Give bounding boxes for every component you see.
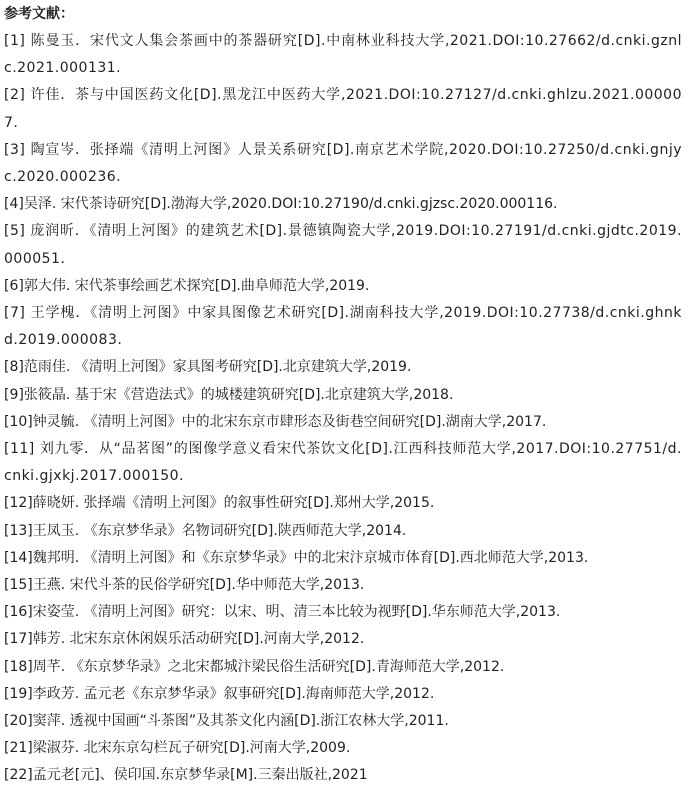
reference-item: [11] 刘九零．从“品茗图”的图像学意义看宋代茶饮文化[D].江西科技师范大学,2017.DOI:10.27751/d.cnki.gjxkj.2017.000150. <box>4 441 682 485</box>
reference-item: [8]范雨佳. 《清明上河图》家具图考研究[D].北京建筑大学,2019. <box>4 359 412 376</box>
reference-item: [13]王凤玉. 《东京梦华录》名物词研究[D].陕西师范大学,2014. <box>4 522 407 539</box>
reference-item: [18]周芊. 《东京梦华录》之北宋都城汴梁民俗生活研究[D].青海师范大学,2012. <box>4 658 505 675</box>
reference-item: [3] 陶宣岑．张择端《清明上河图》人景关系研究[D].南京艺术学院,2020.DOI:10.27250/d.cnki.gnjyc.2020.000236. <box>4 141 682 186</box>
references-heading: 参考文献： <box>4 6 74 22</box>
reference-item: [2] 许佳．茶与中国医药文化[D].黑龙江中医药大学,2021.DOI:10.27127/d.cnki.ghlzu.2021.000007. <box>4 87 682 131</box>
reference-item: [20]窦萍. 透视中国画“斗茶图”及其茶文化内涵[D].浙江农林大学,2011. <box>4 713 449 730</box>
reference-item: [14]魏邦明. 《清明上河图》和《东京梦华录》中的北宋汴京城市体育[D].西北师范大学,2013. <box>4 549 589 566</box>
reference-item: [12]薛晓妍. 张择端《清明上河图》的叙事性研究[D].郑州大学,2015. <box>4 495 435 512</box>
reference-item: [15]王燕. 宋代斗茶的民俗学研究[D].华中师范大学,2013. <box>4 577 365 594</box>
reference-item: [16]宋姿莹. 《清明上河图》研究：以宋、明、清三本比较为视野[D].华东师范大学,2013. <box>4 604 561 621</box>
reference-item: [5] 庞润昕．《清明上河图》的建筑艺术[D].景德镇陶瓷大学,2019.DOI:10.27191/d.cnki.gjdtc.2019.000051. <box>4 223 682 267</box>
reference-item: [10]钟灵毓. 《清明上河图》中的北宋东京市肆形态及街巷空间研究[D].湖南大学,2017. <box>4 413 547 430</box>
reference-item: [9]张筱晶. 基于宋《营造法式》的城楼建筑研究[D].北京建筑大学,2018. <box>4 386 454 403</box>
reference-item: [17]韩芳. 北宋东京休闲娱乐活动研究[D].河南大学,2012. <box>4 631 365 648</box>
reference-item: [4]吴泽. 宋代茶诗研究[D].渤海大学,2020.DOI:10.27190/d.cnki.gjzsc.2020.000116. <box>4 196 558 213</box>
reference-item: [1] 陈曼玉．宋代文人集会茶画中的茶器研究[D].中南林业科技大学,2021.DOI:10.27662/d.cnki.gznlc.2021.000131. <box>4 33 682 77</box>
reference-item: [21]梁淑芬. 北宋东京勾栏瓦子研究[D].河南大学,2009. <box>4 740 351 757</box>
reference-item: [19]李政芳. 孟元老《东京梦华录》叙事研究[D].海南师范大学,2012. <box>4 685 435 702</box>
reference-item: [22]孟元老[元]、侯印国.东京梦华录[M].三秦出版社,2021 <box>4 767 368 784</box>
reference-item: [7] 王学槐．《清明上河图》中家具图像艺术研究[D].湖南科技大学,2019.DOI:10.27738/d.cnki.ghnkd.2019.000083. <box>4 305 682 349</box>
reference-item: [6]郭大伟. 宋代茶事绘画艺术探究[D].曲阜师范大学,2019. <box>4 277 370 294</box>
reference-list <box>4 28 682 790</box>
